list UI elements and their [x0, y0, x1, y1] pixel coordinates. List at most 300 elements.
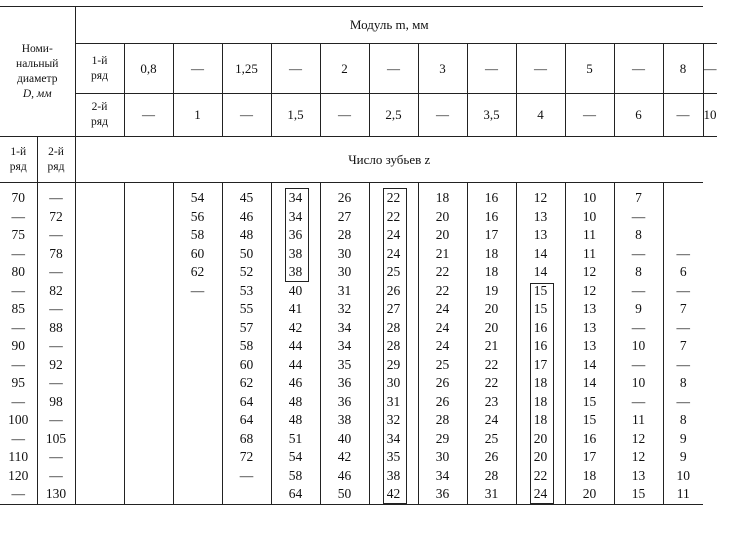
teeth-cell: 24	[418, 300, 467, 319]
teeth-cell: 26	[320, 183, 369, 208]
teeth-cell: 9	[614, 300, 663, 319]
teeth-cell	[124, 226, 173, 245]
teeth-cell: 48	[271, 393, 320, 412]
teeth-cell	[75, 183, 124, 208]
diameter-row1-cell: 110	[0, 448, 37, 467]
row1-label: 1-й ряд	[75, 44, 124, 94]
teeth-cell: 53	[222, 282, 271, 301]
module-row1-cell: —	[271, 44, 320, 94]
module-row1-cell: 3	[418, 44, 467, 94]
teeth-cell: 35	[320, 356, 369, 375]
teeth-cell: 58	[271, 467, 320, 486]
teeth-cell: 12	[565, 263, 614, 282]
teeth-cell: 14	[516, 245, 565, 264]
teeth-cell: 32	[369, 411, 418, 430]
teeth-cell: 18	[516, 393, 565, 412]
teeth-cell: 20	[516, 448, 565, 467]
teeth-cell: —	[614, 393, 663, 412]
module-row1-cell: 8	[663, 44, 703, 94]
teeth-cell: 26	[369, 282, 418, 301]
teeth-cell: —	[663, 282, 703, 301]
teeth-cell	[75, 430, 124, 449]
diameter-row1-cell: —	[0, 319, 37, 338]
teeth-cell: 24	[369, 226, 418, 245]
teeth-cell	[75, 263, 124, 282]
teeth-cell: 14	[565, 374, 614, 393]
teeth-cell: 18	[516, 411, 565, 430]
teeth-cell: 22	[467, 356, 516, 375]
teeth-cell	[124, 319, 173, 338]
teeth-cell	[173, 411, 222, 430]
d-row2-header: 2-й ряд	[37, 137, 75, 183]
teeth-cell: 16	[467, 183, 516, 208]
teeth-cell: 28	[467, 467, 516, 486]
teeth-cell	[124, 208, 173, 227]
teeth-cell	[75, 245, 124, 264]
teeth-cell: 8	[614, 226, 663, 245]
teeth-cell	[663, 208, 703, 227]
table-row	[0, 282, 717, 301]
teeth-cell: —	[614, 208, 663, 227]
teeth-cell: 10	[565, 208, 614, 227]
teeth-cell: 16	[467, 208, 516, 227]
module-row-2	[0, 94, 717, 137]
module-row2-cell: 1	[173, 94, 222, 137]
teeth-cell: 34	[418, 467, 467, 486]
table-row	[0, 448, 717, 467]
teeth-cell: 50	[222, 245, 271, 264]
teeth-cell	[173, 448, 222, 467]
table-row	[0, 467, 717, 486]
teeth-cell: 48	[271, 411, 320, 430]
diameter-row2-cell: —	[37, 467, 75, 486]
module-row2-cell: 2,5	[369, 94, 418, 137]
teeth-cell: 24	[516, 485, 565, 504]
teeth-cell	[75, 448, 124, 467]
table-row	[0, 300, 717, 319]
teeth-cell: 60	[222, 356, 271, 375]
diameter-row2-cell: 82	[37, 282, 75, 301]
diameter-row2-cell: —	[37, 183, 75, 208]
teeth-cell	[222, 485, 271, 504]
teeth-cell: 20	[418, 208, 467, 227]
teeth-cell: 64	[222, 393, 271, 412]
teeth-cell: 6	[663, 263, 703, 282]
teeth-cell: 24	[369, 245, 418, 264]
teeth-cell: 8	[663, 374, 703, 393]
teeth-cell: —	[614, 282, 663, 301]
teeth-cell: 62	[173, 263, 222, 282]
teeth-cell: 25	[467, 430, 516, 449]
teeth-cell: 18	[565, 467, 614, 486]
nominal-diameter-header: Номи- нальный диаметр D, мм	[0, 7, 75, 137]
teeth-cell: 7	[663, 300, 703, 319]
teeth-cell: 28	[320, 226, 369, 245]
teeth-cell: 36	[271, 226, 320, 245]
teeth-cell: 51	[271, 430, 320, 449]
teeth-cell	[124, 374, 173, 393]
teeth-cell: 34	[271, 208, 320, 227]
module-row2-cell: —	[124, 94, 173, 137]
teeth-cell: 9	[663, 430, 703, 449]
teeth-cell: 20	[565, 485, 614, 504]
teeth-cell: 13	[516, 208, 565, 227]
teeth-cell	[75, 208, 124, 227]
teeth-cell: 18	[418, 183, 467, 208]
teeth-cell: 10	[565, 183, 614, 208]
module-row1-cell: 0,8	[124, 44, 173, 94]
module-row2-cell: 3,5	[467, 94, 516, 137]
teeth-cell: 9	[663, 448, 703, 467]
teeth-cell: 46	[320, 467, 369, 486]
teeth-cell: 21	[418, 245, 467, 264]
teeth-cell	[75, 393, 124, 412]
teeth-cell: 14	[565, 356, 614, 375]
teeth-cell	[75, 226, 124, 245]
table-row	[0, 356, 717, 375]
teeth-cell: 30	[369, 374, 418, 393]
teeth-cell	[124, 337, 173, 356]
teeth-number-table	[0, 6, 717, 505]
teeth-cell: 10	[614, 337, 663, 356]
table-row	[0, 393, 717, 412]
teeth-cell: 40	[320, 430, 369, 449]
teeth-cell: 15	[614, 485, 663, 504]
teeth-cell: —	[222, 467, 271, 486]
teeth-cell: 26	[418, 393, 467, 412]
teeth-cell	[124, 430, 173, 449]
diameter-row2-cell: —	[37, 300, 75, 319]
diameter-row2-cell: —	[37, 337, 75, 356]
teeth-cell: —	[663, 356, 703, 375]
teeth-cell	[173, 430, 222, 449]
teeth-cell: 30	[320, 245, 369, 264]
teeth-cell: 11	[565, 245, 614, 264]
teeth-cell: 64	[222, 411, 271, 430]
teeth-cell	[124, 393, 173, 412]
teeth-cell: 20	[467, 300, 516, 319]
module-row1-cell: —	[467, 44, 516, 94]
module-row1-cell: —	[614, 44, 663, 94]
teeth-cell	[173, 393, 222, 412]
teeth-cell: 28	[418, 411, 467, 430]
teeth-cell: 58	[173, 226, 222, 245]
diameter-row1-cell: 100	[0, 411, 37, 430]
teeth-cell: 44	[271, 356, 320, 375]
teeth-cell: 20	[516, 430, 565, 449]
teeth-cell: 17	[516, 356, 565, 375]
teeth-cell: 38	[271, 263, 320, 282]
teeth-cell: 18	[467, 263, 516, 282]
teeth-cell: 55	[222, 300, 271, 319]
teeth-cell: 45	[222, 183, 271, 208]
diameter-row1-cell: —	[0, 208, 37, 227]
diameter-row1-cell: 120	[0, 467, 37, 486]
teeth-cell: 16	[565, 430, 614, 449]
teeth-cell: 19	[467, 282, 516, 301]
teeth-cell: 13	[565, 300, 614, 319]
teeth-cell: —	[663, 393, 703, 412]
teeth-cell: 13	[565, 337, 614, 356]
diameter-row1-cell: —	[0, 245, 37, 264]
teeth-cell: 16	[516, 337, 565, 356]
teeth-cell: 34	[320, 337, 369, 356]
teeth-cell: 31	[369, 393, 418, 412]
teeth-cell: 38	[369, 467, 418, 486]
teeth-cell	[124, 245, 173, 264]
diameter-row1-cell: 80	[0, 263, 37, 282]
module-row2-cell: —	[663, 94, 703, 137]
module-row2-cell: —	[320, 94, 369, 137]
table-row	[0, 411, 717, 430]
teeth-cell: —	[614, 245, 663, 264]
teeth-cell: 21	[467, 337, 516, 356]
module-row-1	[0, 44, 717, 94]
diameter-row2-cell: 130	[37, 485, 75, 504]
teeth-cell: 46	[222, 208, 271, 227]
teeth-cell: 68	[222, 430, 271, 449]
diameter-row2-cell: —	[37, 374, 75, 393]
diameter-row1-cell: 85	[0, 300, 37, 319]
teeth-cell: 62	[222, 374, 271, 393]
teeth-cell: 30	[418, 448, 467, 467]
teeth-cell: 38	[271, 245, 320, 264]
teeth-cell: 26	[418, 374, 467, 393]
teeth-cell	[75, 374, 124, 393]
teeth-cell: 7	[614, 183, 663, 208]
teeth-cell: 8	[614, 263, 663, 282]
teeth-cell: 64	[271, 485, 320, 504]
module-row2-cell: —	[418, 94, 467, 137]
teeth-cell: 34	[320, 319, 369, 338]
teeth-cell: 22	[369, 183, 418, 208]
teeth-cell: 22	[418, 282, 467, 301]
teeth-cell: 24	[467, 411, 516, 430]
teeth-cell	[124, 411, 173, 430]
teeth-cell: 8	[663, 411, 703, 430]
teeth-cell: 48	[222, 226, 271, 245]
diameter-row2-cell: 88	[37, 319, 75, 338]
row2-label: 2-й ряд	[75, 94, 124, 137]
table-row	[0, 374, 717, 393]
teeth-cell	[124, 282, 173, 301]
diameter-row2-cell: 92	[37, 356, 75, 375]
teeth-cell: 32	[320, 300, 369, 319]
diameter-row2-cell: 98	[37, 393, 75, 412]
teeth-cell: 17	[565, 448, 614, 467]
teeth-cell: —	[663, 319, 703, 338]
d-row1-header: 1-й ряд	[0, 137, 37, 183]
diameter-row2-cell: —	[37, 263, 75, 282]
teeth-cell	[173, 485, 222, 504]
teeth-cell: 24	[418, 319, 467, 338]
module-row1-cell: 2	[320, 44, 369, 94]
teeth-cell: 10	[614, 374, 663, 393]
teeth-cell	[173, 467, 222, 486]
teeth-cell: 40	[271, 282, 320, 301]
teeth-cell: 12	[565, 282, 614, 301]
teeth-cell	[663, 226, 703, 245]
teeth-cell	[124, 467, 173, 486]
module-header: Модуль m, мм	[75, 7, 703, 44]
diameter-row1-cell: —	[0, 356, 37, 375]
teeth-cell: 11	[565, 226, 614, 245]
teeth-cell: 54	[173, 183, 222, 208]
teeth-header: Число зубьев z	[75, 137, 703, 183]
teeth-cell: 36	[320, 393, 369, 412]
teeth-cell: 27	[369, 300, 418, 319]
teeth-cell: 60	[173, 245, 222, 264]
teeth-cell	[75, 485, 124, 504]
table-row	[0, 245, 717, 264]
module-row1-cell: —	[516, 44, 565, 94]
module-row2-cell: 1,5	[271, 94, 320, 137]
teeth-cell: —	[614, 356, 663, 375]
diameter-row1-cell: —	[0, 430, 37, 449]
teeth-cell: 28	[369, 319, 418, 338]
table-header	[0, 7, 717, 183]
teeth-cell: 35	[369, 448, 418, 467]
teeth-cell: 11	[614, 411, 663, 430]
teeth-cell: 15	[516, 282, 565, 301]
teeth-cell: 15	[516, 300, 565, 319]
teeth-cell: 22	[369, 208, 418, 227]
teeth-cell: 36	[418, 485, 467, 504]
teeth-cell: 22	[418, 263, 467, 282]
module-row2-cell: —	[565, 94, 614, 137]
module-row2-cell: 6	[614, 94, 663, 137]
teeth-cell: 25	[369, 263, 418, 282]
diameter-row2-cell: 105	[37, 430, 75, 449]
diameter-row1-cell: 70	[0, 183, 37, 208]
teeth-cell	[75, 282, 124, 301]
diameter-row1-cell: —	[0, 282, 37, 301]
diameter-row2-cell: —	[37, 448, 75, 467]
module-row1-cell: —	[173, 44, 222, 94]
table-row	[0, 337, 717, 356]
teeth-cell	[124, 263, 173, 282]
teeth-cell: 13	[614, 467, 663, 486]
table-row	[0, 226, 717, 245]
module-row2-cell: —	[222, 94, 271, 137]
teeth-cell: 42	[369, 485, 418, 504]
teeth-cell	[173, 319, 222, 338]
teeth-cell	[124, 448, 173, 467]
teeth-cell: 13	[516, 226, 565, 245]
diameter-row1-cell: —	[0, 485, 37, 504]
teeth-cell: 16	[516, 319, 565, 338]
module-row1-cell: —	[369, 44, 418, 94]
module-row2-cell: 10	[703, 94, 717, 137]
teeth-cell: 34	[369, 430, 418, 449]
teeth-cell: 41	[271, 300, 320, 319]
teeth-cell	[75, 356, 124, 375]
teeth-cell: 42	[320, 448, 369, 467]
teeth-cell	[173, 374, 222, 393]
teeth-cell: 20	[467, 319, 516, 338]
module-row2-cell: 4	[516, 94, 565, 137]
table-row	[0, 183, 717, 208]
teeth-cell: 24	[418, 337, 467, 356]
teeth-cell	[75, 300, 124, 319]
teeth-cell: 18	[467, 245, 516, 264]
teeth-cell	[75, 467, 124, 486]
teeth-cell	[124, 485, 173, 504]
diameter-row1-cell: —	[0, 393, 37, 412]
teeth-cell: 57	[222, 319, 271, 338]
teeth-cell: —	[173, 282, 222, 301]
teeth-cell	[173, 337, 222, 356]
diameter-row2-cell: —	[37, 226, 75, 245]
teeth-cell: 15	[565, 393, 614, 412]
teeth-cell: 22	[516, 467, 565, 486]
teeth-cell: 27	[320, 208, 369, 227]
teeth-cell: 28	[369, 337, 418, 356]
diameter-row1-cell: 90	[0, 337, 37, 356]
table-body	[0, 183, 717, 505]
teeth-cell: 23	[467, 393, 516, 412]
teeth-cell: 56	[173, 208, 222, 227]
teeth-cell	[75, 319, 124, 338]
teeth-cell: 12	[614, 430, 663, 449]
teeth-cell: 46	[271, 374, 320, 393]
teeth-cell: 38	[320, 411, 369, 430]
teeth-cell: 52	[222, 263, 271, 282]
teeth-cell: 12	[516, 183, 565, 208]
teeth-cell	[124, 183, 173, 208]
teeth-cell	[124, 356, 173, 375]
teeth-cell: —	[614, 319, 663, 338]
teeth-cell	[124, 300, 173, 319]
table-row	[0, 319, 717, 338]
module-row1-cell: 1,25	[222, 44, 271, 94]
table-row	[0, 430, 717, 449]
teeth-cell: 10	[663, 467, 703, 486]
teeth-cell: 17	[467, 226, 516, 245]
diameter-row1-cell: 95	[0, 374, 37, 393]
teeth-cell: 36	[320, 374, 369, 393]
teeth-cell	[173, 356, 222, 375]
diameter-row2-cell: 78	[37, 245, 75, 264]
teeth-cell: 42	[271, 319, 320, 338]
teeth-cell: 30	[320, 263, 369, 282]
teeth-cell: 58	[222, 337, 271, 356]
teeth-cell: 31	[320, 282, 369, 301]
diameter-row2-cell: —	[37, 411, 75, 430]
diameter-row2-cell: 72	[37, 208, 75, 227]
table-row	[0, 485, 717, 504]
teeth-cell	[75, 411, 124, 430]
teeth-cell: 29	[418, 430, 467, 449]
teeth-cell	[173, 300, 222, 319]
teeth-cell: 22	[467, 374, 516, 393]
teeth-cell: 29	[369, 356, 418, 375]
teeth-cell: 31	[467, 485, 516, 504]
teeth-cell: —	[663, 245, 703, 264]
teeth-cell: 18	[516, 374, 565, 393]
table-row	[0, 263, 717, 282]
teeth-cell: 14	[516, 263, 565, 282]
teeth-cell: 44	[271, 337, 320, 356]
teeth-cell	[75, 337, 124, 356]
teeth-cell: 12	[614, 448, 663, 467]
teeth-cell: 15	[565, 411, 614, 430]
teeth-cell: 26	[467, 448, 516, 467]
teeth-cell	[663, 183, 703, 208]
teeth-cell: 25	[418, 356, 467, 375]
teeth-cell: 7	[663, 337, 703, 356]
teeth-cell: 13	[565, 319, 614, 338]
